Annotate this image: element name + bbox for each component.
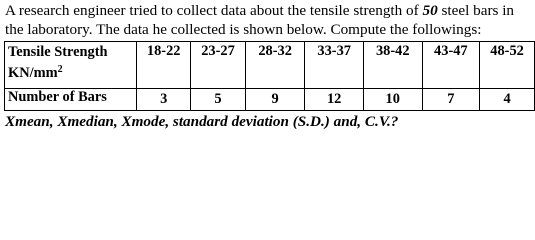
tensile-strength-unit <box>8 63 136 84</box>
class-interval-cell: 48-52 <box>480 42 535 89</box>
class-interval-cell: 33-37 <box>305 42 364 89</box>
frequency-cell: 7 <box>422 89 480 111</box>
frequency-cell: 10 <box>363 89 422 111</box>
intro-line-1-start: A research engineer tried to collect data about the tensile strength of <box>5 2 423 19</box>
frequency-cell: 9 <box>245 89 305 111</box>
frequency-cell: 3 <box>137 89 191 111</box>
frequency-table <box>4 41 535 111</box>
class-interval-cell: 38-42 <box>363 42 422 89</box>
tensile-strength-row <box>5 42 535 89</box>
unit-exponent: 2 <box>57 64 63 75</box>
class-interval-cell: 43-47 <box>422 42 480 89</box>
sample-size: 50 <box>422 2 438 19</box>
class-interval-cell: 23-27 <box>191 42 246 89</box>
intro-line-1 <box>5 1 533 20</box>
intro-line-1-end: steel bars in <box>437 2 515 19</box>
frequency-cell: 12 <box>305 89 364 111</box>
frequency-cell: 5 <box>191 89 246 111</box>
intro-line-2: the laboratory. The data he collected is shown below. Compute the followings: <box>5 21 482 38</box>
number-of-bars-row <box>5 89 535 111</box>
question-text: Xmean, Xmedian, Xmode, standard deviation (S.D.) and, C.V.? <box>5 113 399 130</box>
class-interval-cell: 18-22 <box>137 42 191 89</box>
class-interval-cell: 28-32 <box>245 42 305 89</box>
tensile-strength-label: Tensile Strength <box>8 44 108 60</box>
tensile-strength-header <box>5 42 137 89</box>
problem-intro <box>5 1 533 39</box>
unit-text: KN/mm <box>8 65 58 81</box>
frequency-cell: 4 <box>480 89 535 111</box>
number-of-bars-header: Number of Bars <box>5 89 137 111</box>
